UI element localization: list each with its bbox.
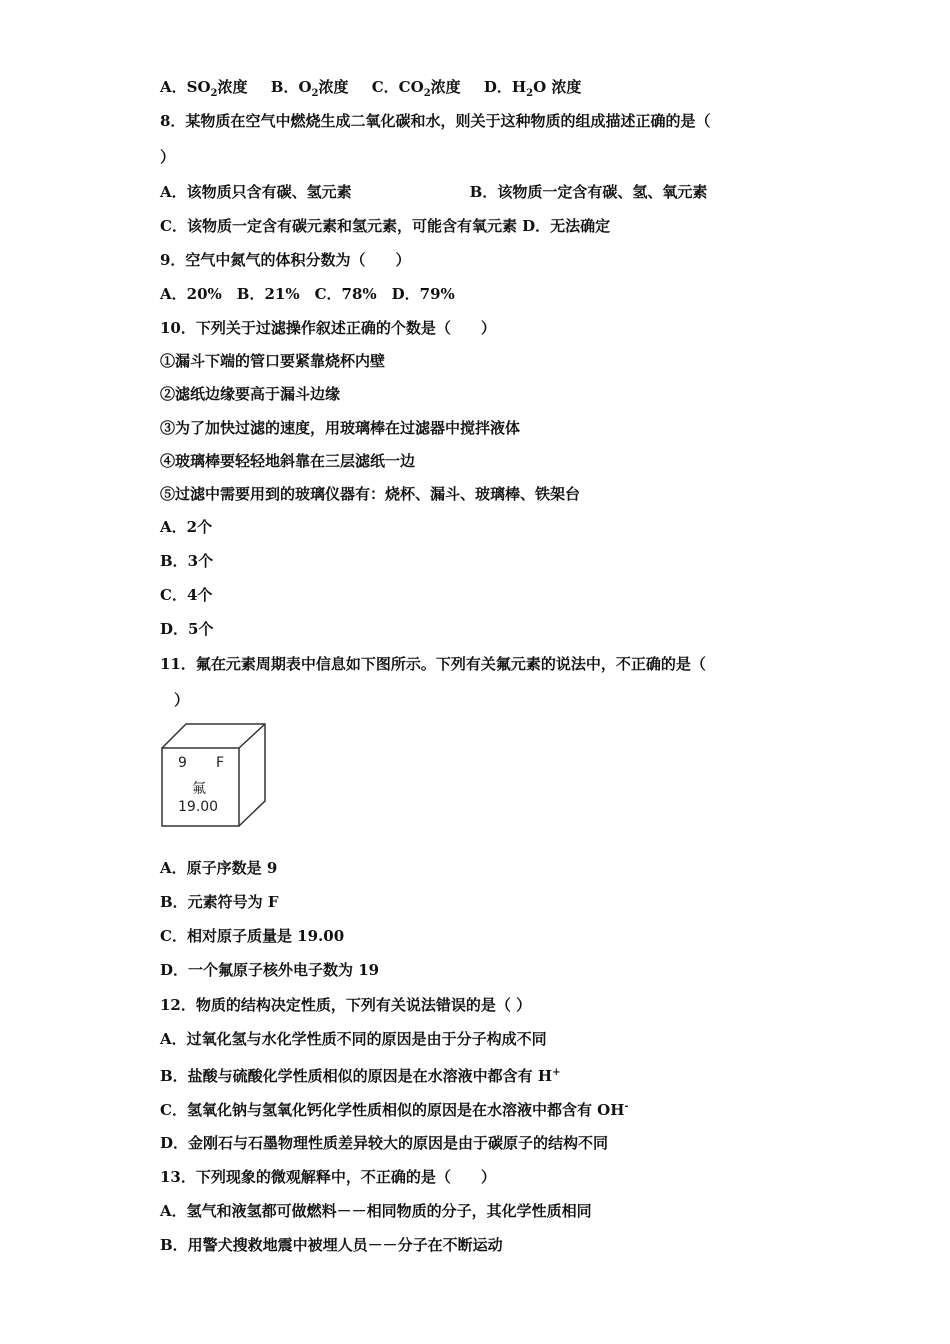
q10-item-3: ③为了加快过滤的速度，用玻璃棒在过滤器中搅拌液体	[160, 419, 521, 437]
element-atomic-number: 9	[178, 755, 187, 771]
q12-option-d: D．金刚石与石墨物理性质差异较大的原因是由于碳原子的结构不同	[160, 1134, 609, 1152]
q10-item-1: ①漏斗下端的管口要紧靠烧杯内壁	[160, 352, 386, 370]
q10-item-5: ⑤过滤中需要用到的玻璃仪器有：烧杯、漏斗、玻璃棒、铁架台	[160, 485, 581, 503]
q13-stem: 13．下列现象的微观解释中，不正确的是（ ）	[160, 1168, 496, 1186]
q8-stem-end: ）	[160, 148, 176, 166]
q11-option-b: B．元素符号为 F	[160, 893, 279, 911]
q10-item-4: ④玻璃棒要轻轻地斜靠在三层滤纸一边	[160, 452, 416, 470]
q7-option-b: B．$O_2$浓度	[270, 78, 349, 99]
q11-stem: 11．氟在元素周期表中信息如下图所示。下列有关氟元素的说法中，不正确的是（	[160, 655, 706, 673]
q8-options-ab	[160, 182, 707, 202]
q12-stem: 12．物质的结构决定性质，下列有关说法错误的是（ ）	[160, 996, 532, 1014]
q10-stem: 10．下列关于过滤操作叙述正确的个数是（ ）	[160, 319, 496, 337]
q13-option-b: B．用警犬搜救地震中被埋人员－－分子在不断运动	[160, 1236, 503, 1254]
q12-option-b: B．盐酸与硫酸化学性质相似的原因是在水溶液中都含有 H+	[160, 1067, 561, 1085]
q12-option-c: C．氢氧化钠与氢氧化钙化学性质相似的原因是在水溶液中都含有 OH-	[160, 1101, 629, 1119]
element-atomic-mass: 19.00	[178, 799, 219, 815]
q10-item-2: ②滤纸边缘要高于漏斗边缘	[160, 385, 341, 403]
q10-option-b: B．3个	[160, 552, 214, 570]
q8-option-cd: C．该物质一定含有碳元素和氢元素，可能含有氧元素 D．无法确定	[160, 217, 611, 235]
fluorine-element-card	[161, 723, 267, 827]
element-symbol: F	[216, 755, 225, 771]
q8-option-a: A．该物质只含有碳、氢元素	[160, 183, 352, 201]
q7-options-line	[160, 77, 581, 104]
q11-option-a: A．原子序数是 9	[160, 859, 278, 877]
q9-stem: 9．空气中氮气的体积分数为（ ）	[160, 251, 411, 269]
q13-option-a: A．氢气和液氢都可做燃料－－相同物质的分子，其化学性质相同	[160, 1202, 592, 1220]
q9-options: A．20% B．21% C．78% D．79%	[160, 285, 455, 303]
q8-option-b: B．该物质一定含有碳、氢、氧元素	[469, 183, 708, 201]
element-name: 氟	[192, 781, 206, 797]
q10-option-a: A．2个	[160, 518, 213, 536]
q7-option-d: D．$H_2O$ 浓度	[483, 78, 582, 99]
q10-option-c: C．4个	[160, 586, 213, 604]
q7-option-c: C．$CO_2$浓度	[371, 78, 461, 99]
q11-option-d: D．一个氟原子核外电子数为 19	[160, 961, 380, 979]
q7-option-a: A．$SO_2$浓度	[160, 78, 248, 99]
q12-option-a: A．过氧化氢与水化学性质不同的原因是由于分子构成不同	[160, 1030, 547, 1048]
q11-option-c: C．相对原子质量是 19.00	[160, 927, 345, 945]
q10-option-d: D．5个	[160, 620, 214, 638]
q11-stem-end: ）	[174, 691, 190, 709]
q8-stem: 8．某物质在空气中燃烧生成二氧化碳和水，则关于这种物质的组成描述正确的是（	[160, 112, 711, 130]
